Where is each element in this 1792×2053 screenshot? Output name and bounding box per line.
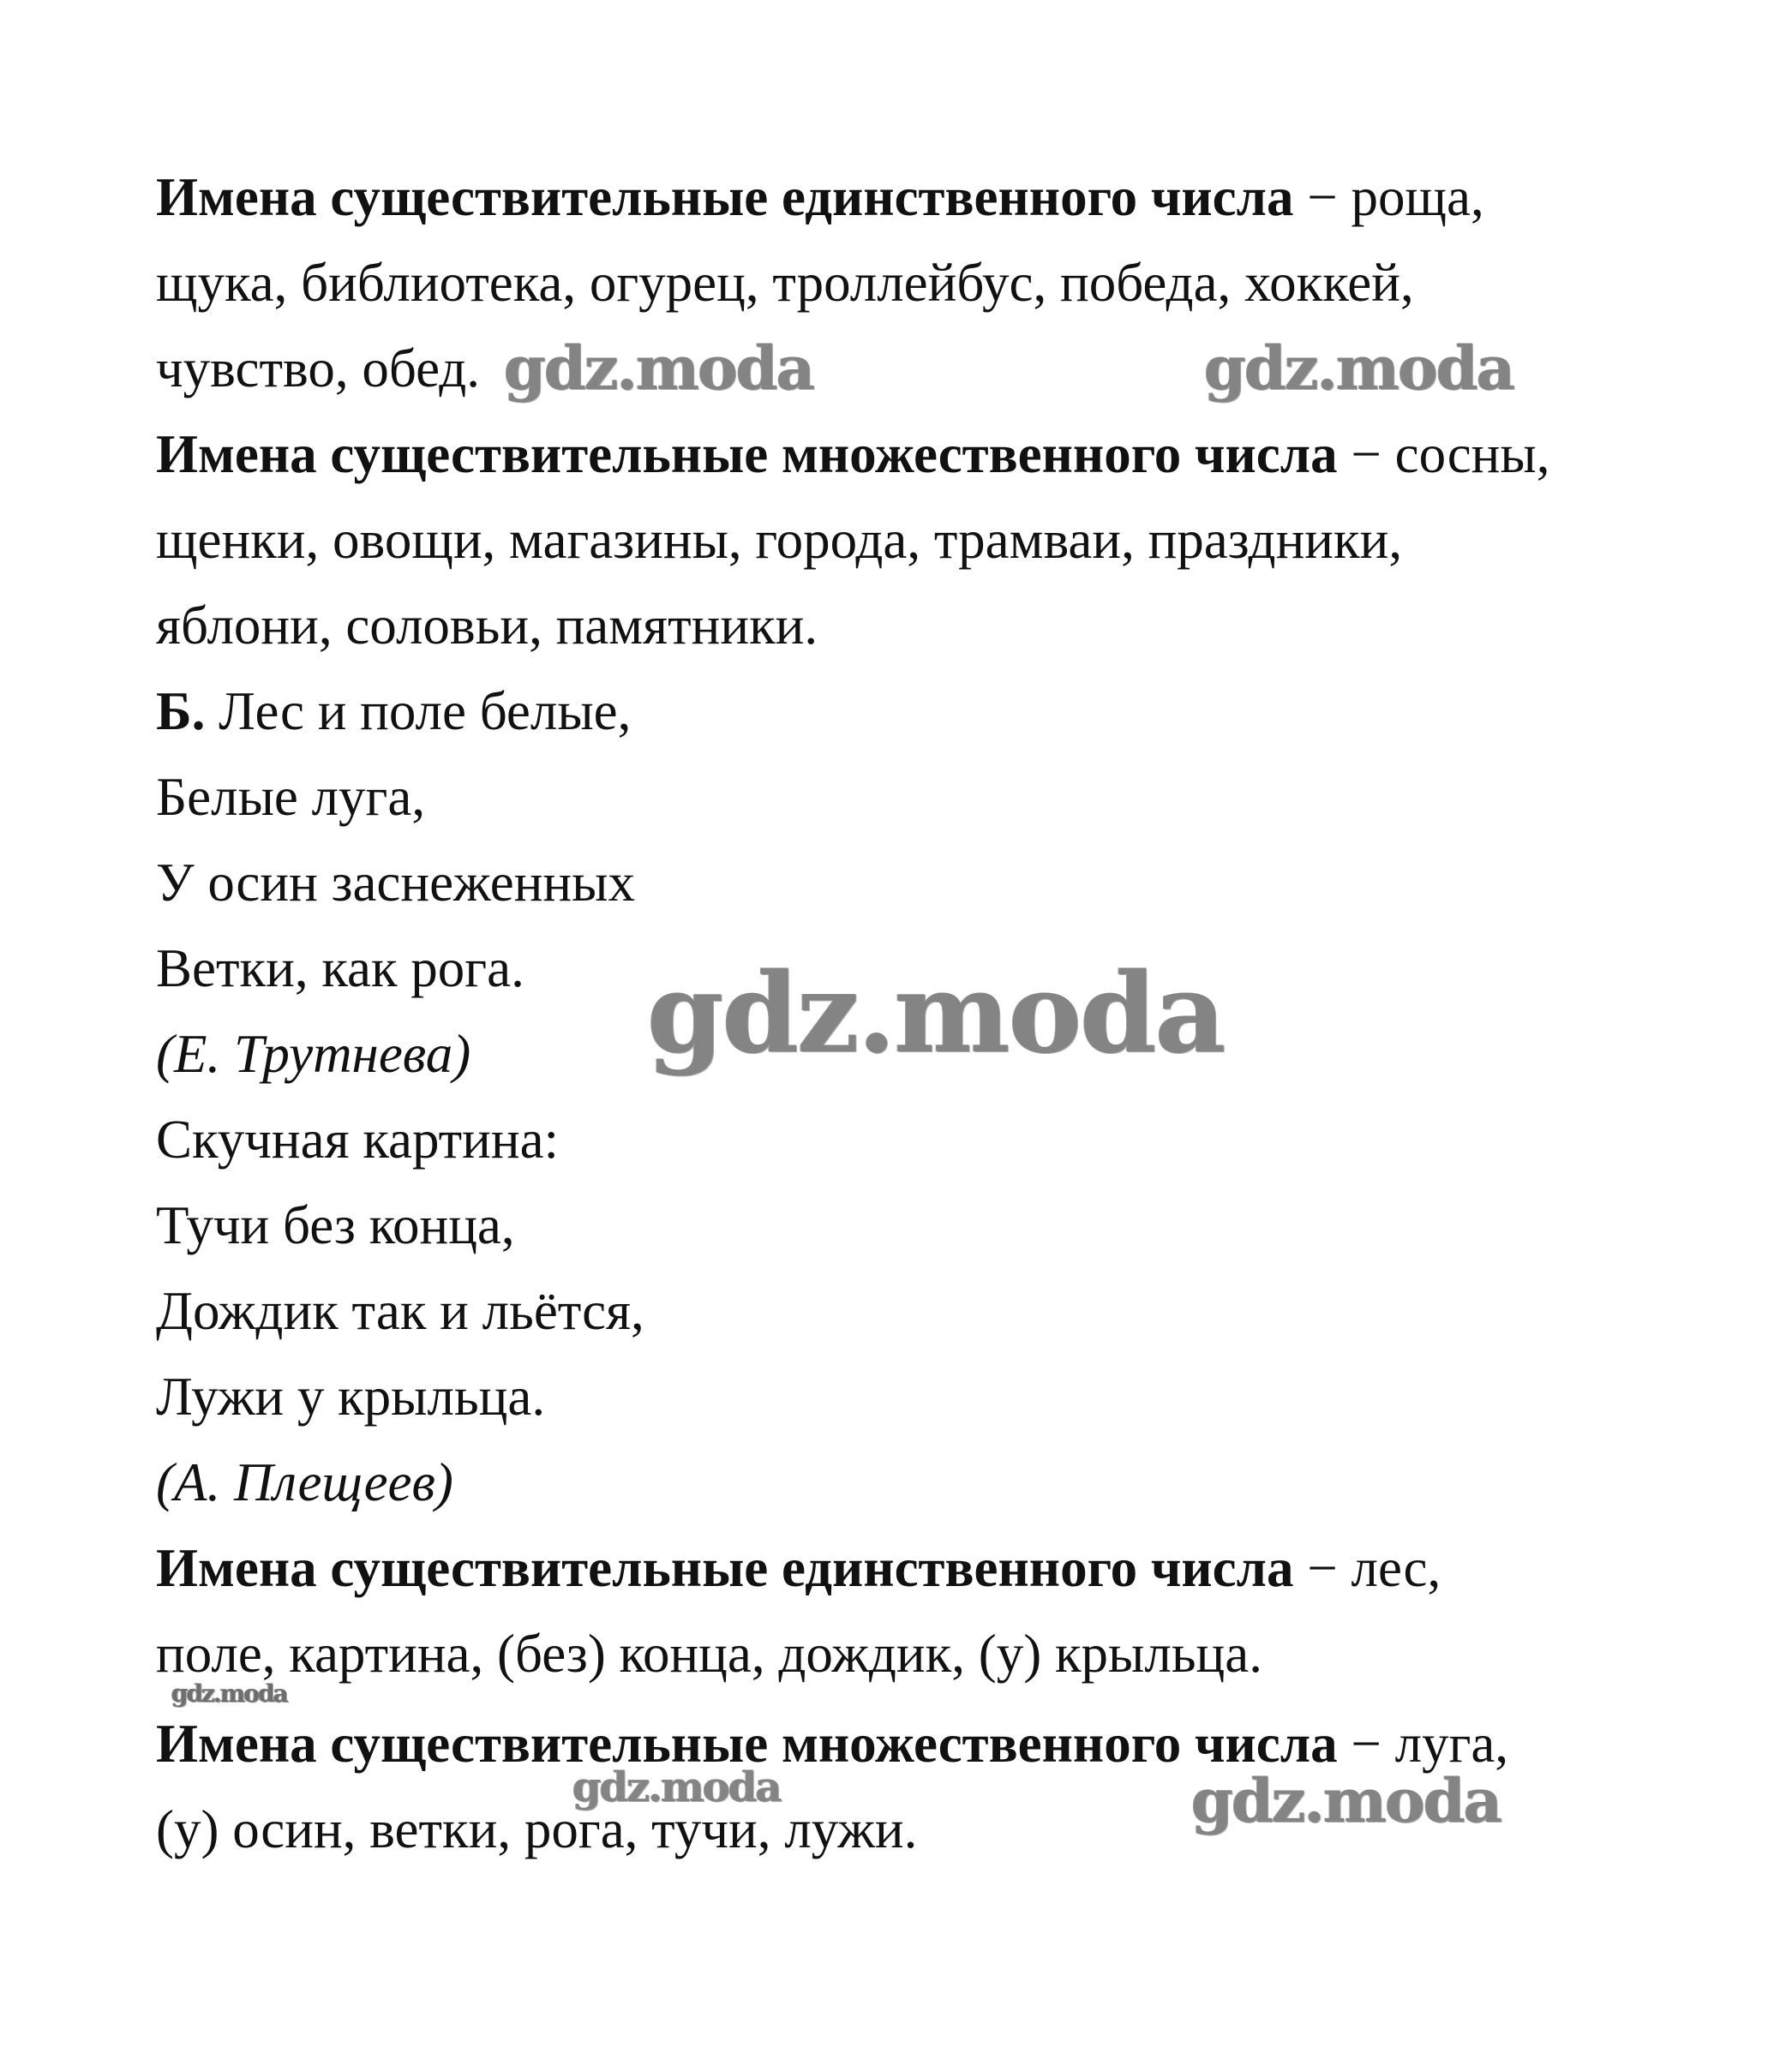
poem1-text: Лес и поле белые,: [205, 681, 632, 741]
poem1-author: (Е. Трутнева): [156, 1024, 471, 1084]
watermark-logo: gdz.moda: [647, 949, 1225, 1078]
dash: −: [1351, 1714, 1381, 1774]
singular-text: роща,: [1337, 167, 1484, 227]
watermark-logo: gdz.moda: [572, 1763, 781, 1811]
watermark-logo: gdz.moda: [1204, 332, 1514, 404]
plural-text: сосны,: [1381, 424, 1550, 484]
b-singular-text: лес,: [1337, 1538, 1441, 1598]
dash: −: [1307, 167, 1338, 227]
poem1-line-3: У осин заснеженных: [156, 853, 635, 913]
poem2-line-4: Лужи у крыльца.: [156, 1367, 546, 1427]
b-plural-line-2: (у) осин, ветки, рога, тучи, лужи.: [156, 1799, 918, 1859]
singular-line-2: щука, библиотека, огурец, троллейбус, победа, хоккей,: [156, 253, 1414, 313]
poem1-line-1: [156, 677, 631, 745]
poem1-line-2: Белые луга,: [156, 767, 426, 827]
watermark-logo: gdz.moda: [504, 332, 814, 404]
plural-line-2: щенки, овощи, магазины, города, трамваи, праздники,: [156, 510, 1403, 570]
poem2-line-3: Дождик так и льётся,: [156, 1281, 644, 1341]
poem2-line-2: Тучи без конца,: [156, 1195, 515, 1255]
poem2-line-1: Скучная картина:: [156, 1110, 560, 1170]
b-singular-line-2: поле, картина, (без) конца, дождик, (у) крыльца.: [156, 1624, 1262, 1684]
poem1-line-4: Ветки, как рога.: [156, 938, 524, 998]
section-b-label: Б.: [156, 681, 206, 741]
b-plural-text: луга,: [1381, 1714, 1509, 1774]
plural-line-1: [156, 420, 1549, 488]
b-singular-line-1: [156, 1534, 1441, 1602]
singular-line-3: чувство, обед.: [156, 338, 481, 398]
plural-heading: Имена существительные множественного числа: [156, 424, 1338, 484]
poem2-author: (А. Плещеев): [156, 1452, 453, 1512]
dash: −: [1351, 424, 1381, 484]
b-singular-heading: Имена существительные единственного числа: [156, 1538, 1294, 1598]
b-plural-heading: Имена существительные множественного числа: [156, 1714, 1338, 1774]
singular-heading: Имена существительные единственного числа: [156, 167, 1294, 227]
watermark-logo: gdz.moda: [1191, 1765, 1501, 1836]
watermark-logo: gdz.moda: [171, 1679, 287, 1708]
singular-line-1: [156, 163, 1484, 231]
plural-line-3: яблони, соловьи, памятники.: [156, 596, 818, 655]
dash: −: [1307, 1538, 1338, 1598]
